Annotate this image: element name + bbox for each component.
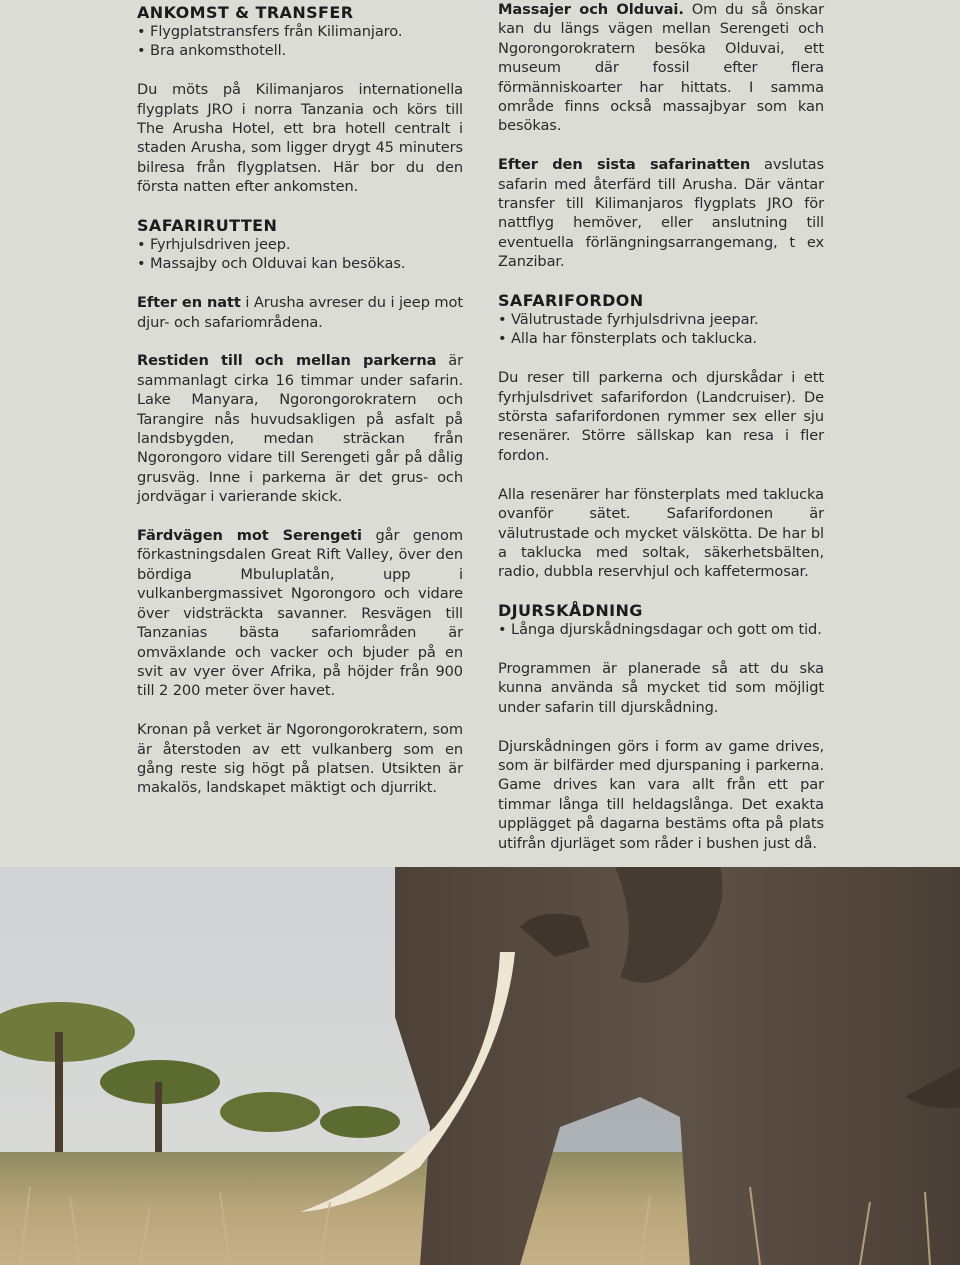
paragraph: Alla resenärer har fönsterplats med taklucka ovanför sätet. Safarifordonen är välutrustade och mycket välskötta. De har bl a taklucka med soltak, säkerhetsbälten, radio, dubbla reservhjul och kaffetermosar. [498, 485, 824, 581]
paragraph-lead: Efter den sista safarinatten [498, 156, 751, 174]
paragraph: Kronan på verket är Ngorongorokratern, som är återstoden av ett vulkanberg som en gång reste sig högt på platsen. Utsikten är makalös, landskapet mäktigt och djurrikt. [137, 721, 463, 797]
bullet-item: • Välutrustade fyrhjulsdrivna jeepar. [498, 311, 759, 329]
paragraph-text: avslutas safarin med återfärd till Arusha. Där väntar transfer till Kilimanjaros flygplats JRO för nattflyg hemöver, eller anslutning till eventuella förlängningsarrangemang, t ex Zanzibar. [498, 156, 824, 271]
paragraph: Djurskådningen görs i form av game drives, som är bilfärder med djurspaning i parkerna. Game drives kan vara allt från ett par timmar långa till heldagslånga. Det exakta upplägget på dagarna bestäms ofta på plats utifrån djurläget som råder i bushen just då. [498, 737, 824, 852]
paragraph: Programmen är planerade så att du ska kunna använda så mycket tid som möjligt under safarin till djurskådning. [498, 659, 824, 716]
paragraph-text: går genom förkastningsdalen Great Rift Valley, över den bördiga Mbuluplatån, upp i vulkanbergmassivet Ngorongoro och vidare över vidsträckta savanner. Resvägen till Tanzanias bästa safariområden är omväxlande och vacker och bjuder på en svit av vyer över Afrika, på höjder från 900 till 2 200 meter över havet. [137, 527, 463, 700]
paragraph [137, 351, 463, 506]
bullet-item: • Alla har fönsterplats och taklucka. [498, 330, 757, 348]
paragraph [137, 293, 463, 332]
paragraph-text: Om du så önskar kan du längs vägen mellan Serengeti och Ngorongorokratern besöka Olduvai, ett museum där fossil efter flera förmänniskoarter har hittats. I samma område finns också massajbyar som kan besökas. [498, 1, 824, 135]
heading-ankomst: ANKOMST & TRANSFER [137, 3, 354, 22]
bullet-item: • Långa djurskådningsdagar och gott om tid. [498, 621, 822, 639]
paragraph [498, 0, 824, 136]
paragraph: Du reser till parkerna och djurskådar i ett fyrhjulsdrivet safarifordon (Landcruiser). De största safarifordonen rymmer sex eller sju resenärer. Större sällskap kan resa i fler fordon. [498, 369, 824, 464]
paragraph-lead: Massajer och Olduvai. [498, 1, 684, 18]
paragraph-text: i Arusha avreser du i jeep mot djur- och safariområdena. [137, 294, 463, 331]
bullet-item: • Bra ankomsthotell. [137, 42, 287, 60]
right-column [498, 0, 824, 853]
bullet-item: • Massajby och Olduvai kan besökas. [137, 255, 406, 273]
heading-safarirutten: SAFARIRUTTEN [137, 216, 278, 236]
paragraph [498, 155, 824, 271]
heading-safarifordon: SAFARIFORDON [498, 291, 644, 311]
paragraph: Du möts på Kilimanjaros internationella flygplats JRO i norra Tanzania och körs till The Arusha Hotel, ett bra hotell centralt i staden Arusha, som ligger drygt 45 minuters bilresa från flygplatsen. Här bor du den första natten efter ankomsten. [137, 81, 463, 196]
elephant-photo [0, 867, 960, 1265]
heading-djurskadning: DJURSKÅDNING [498, 601, 643, 621]
paragraph-lead: Efter en natt [137, 294, 241, 312]
bullet-item: • Fyrhjulsdriven jeep. [137, 236, 291, 254]
paragraph-lead: Färdvägen mot Serengeti [137, 527, 362, 545]
left-column [137, 0, 463, 798]
paragraph-text: är sammanlagt cirka 16 timmar under safarin. Lake Manyara, Ngorongorokratern och Tarangire nås huvudsakligen på asfalt på landsbygden, medan sträckan från Ngorongoro vidare till Serengeti går på dålig grusväg. Inne i parkerna är det grus- och jordvägar i varierande skick. [137, 352, 463, 506]
paragraph-lead: Restiden till och mellan parkerna [137, 352, 437, 370]
paragraph [137, 526, 463, 701]
bullet-item: • Flygplatstransfers från Kilimanjaro. [137, 23, 403, 40]
